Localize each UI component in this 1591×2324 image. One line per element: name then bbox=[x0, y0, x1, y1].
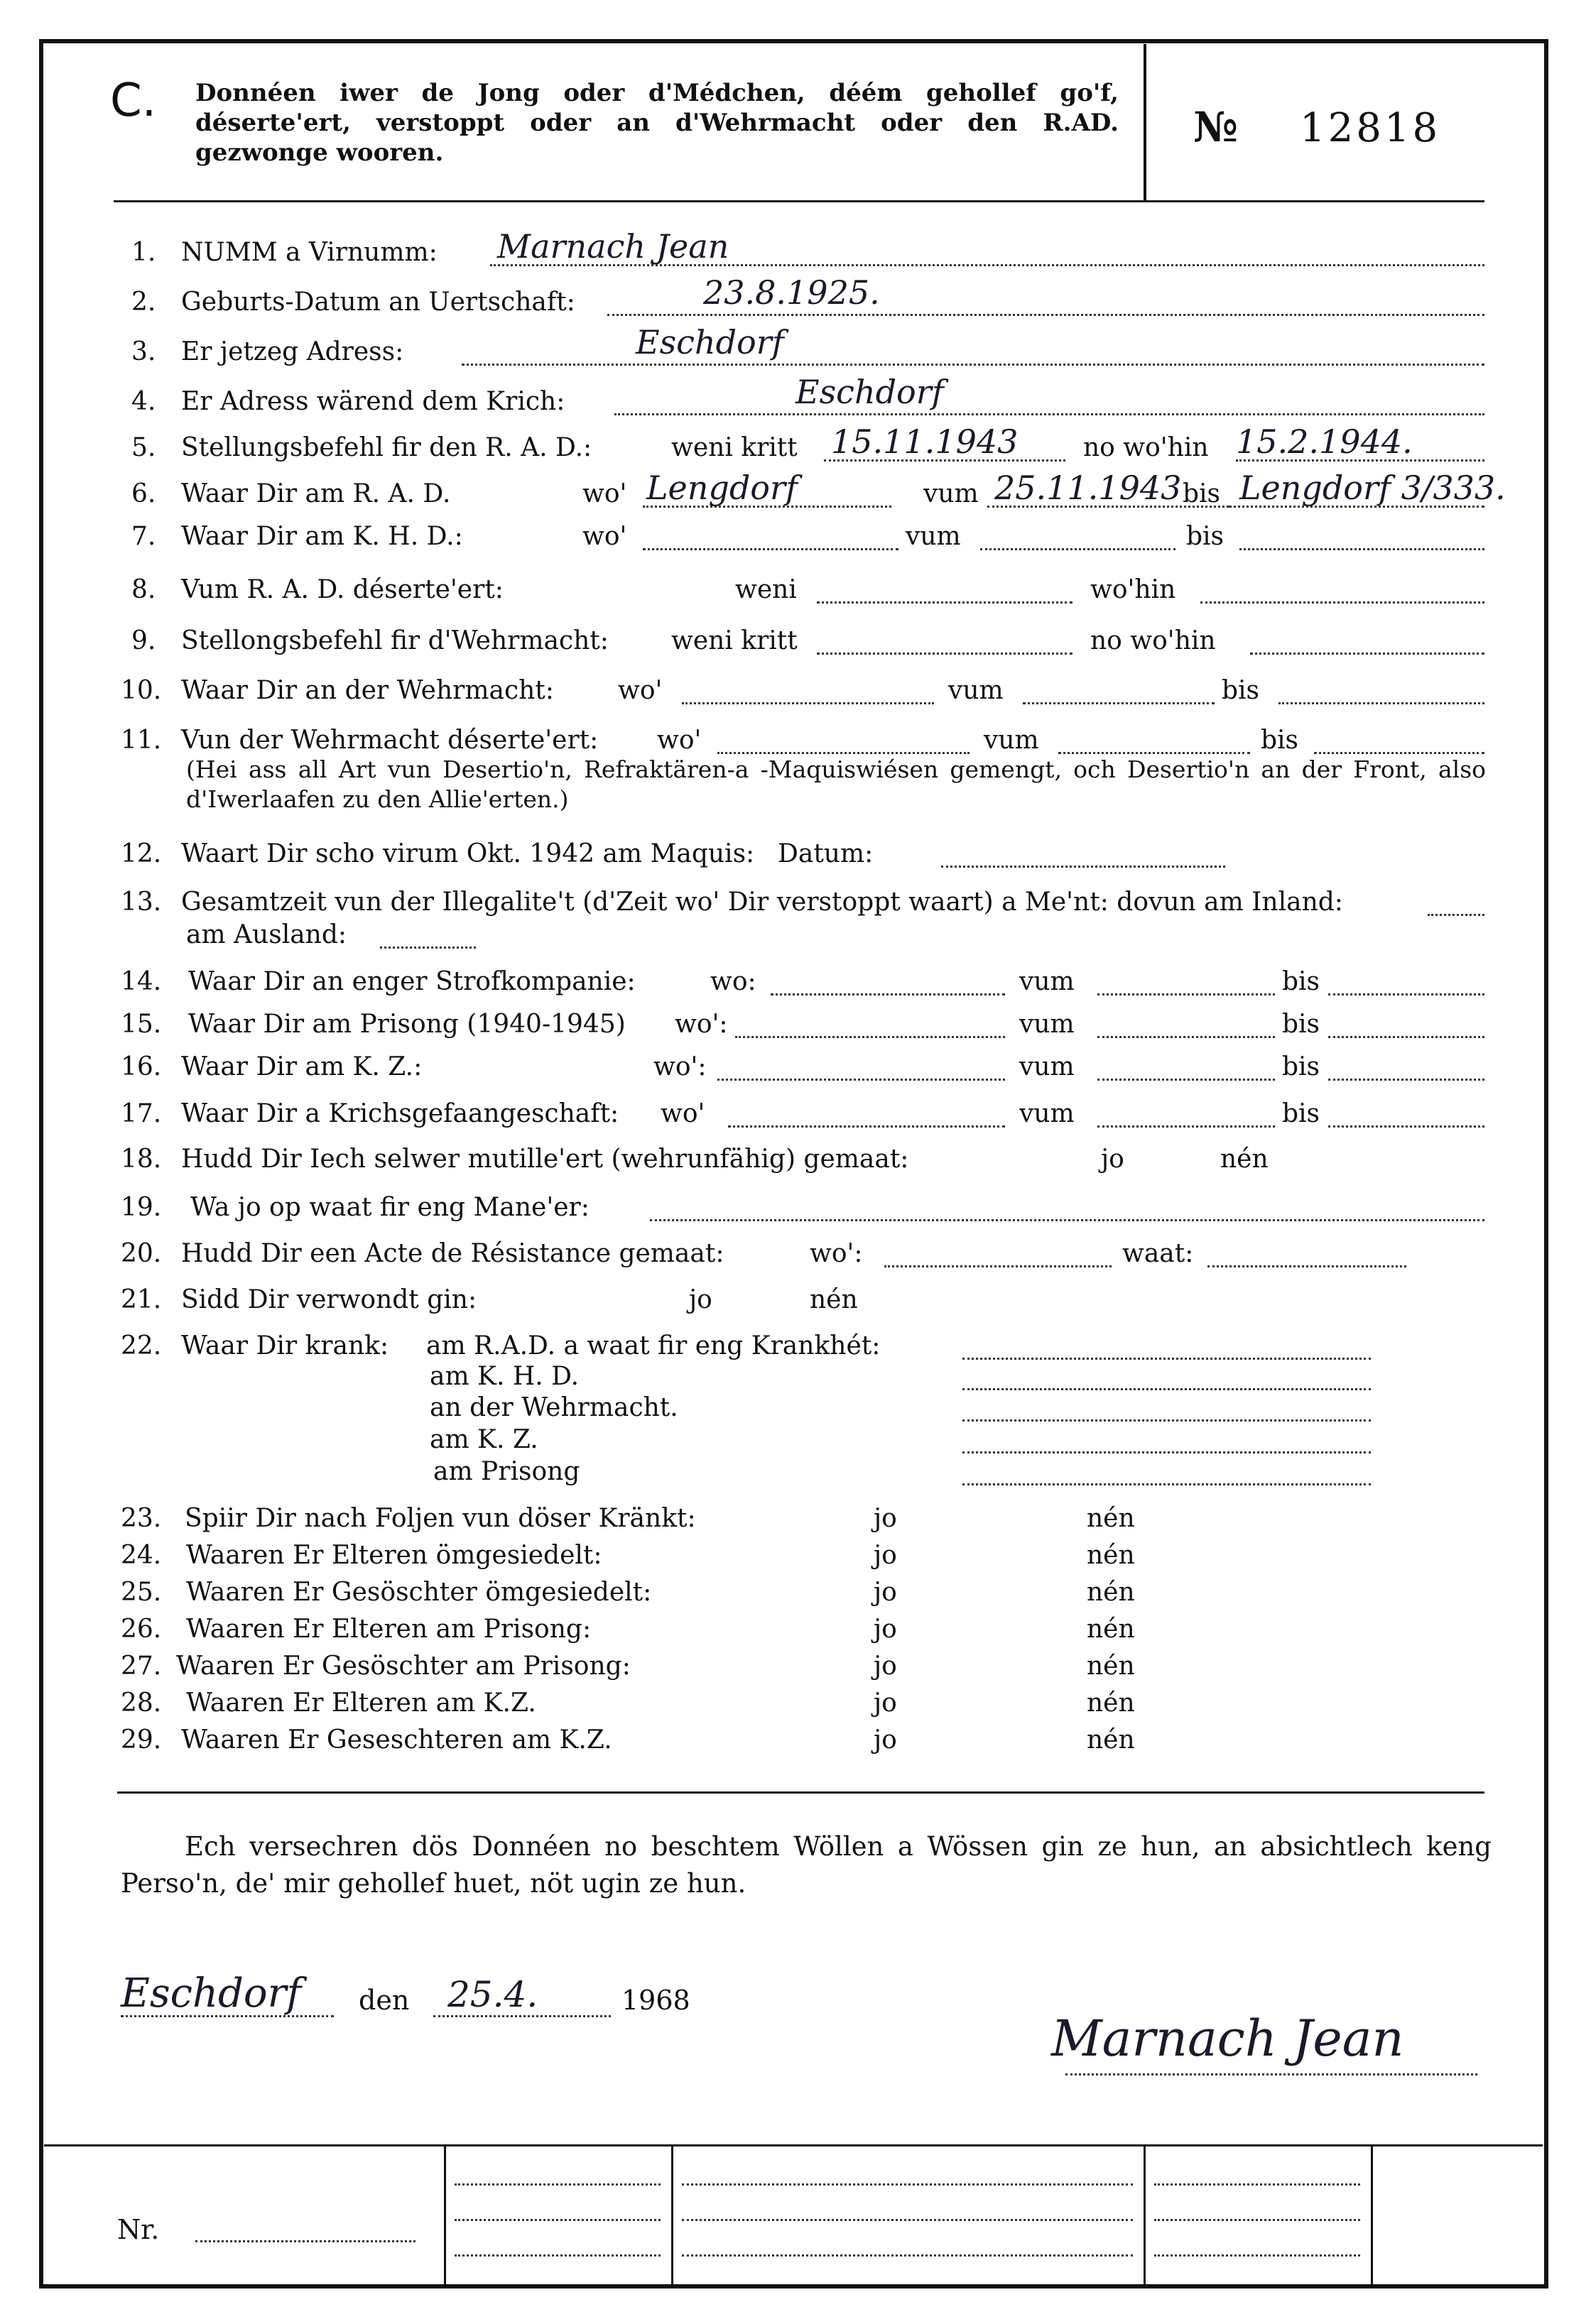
field-label: Waaren Er Elteren am Prisong: bbox=[186, 1615, 592, 1644]
field-number: 29. bbox=[121, 1725, 162, 1755]
field-number: 24. bbox=[121, 1541, 162, 1570]
field-number: 10. bbox=[121, 676, 162, 705]
field-label: vum bbox=[1019, 1052, 1075, 1081]
field-label: Spiir Dir nach Foljen vun döser Kränkt: bbox=[185, 1504, 696, 1533]
footer-field[interactable] bbox=[455, 2254, 661, 2257]
fill-line[interactable] bbox=[735, 1036, 1005, 1038]
field-label: Geburts-Datum an Uertschaft: bbox=[181, 288, 575, 317]
field-label: Waart Dir scho virum Okt. 1942 am Maquis: bbox=[181, 839, 755, 868]
fill-line[interactable] bbox=[728, 1125, 1005, 1128]
field-label: vum bbox=[984, 726, 1039, 755]
option-yes[interactable]: jo bbox=[689, 1285, 712, 1314]
field-label: Waar Dir an enger Strofkompanie: bbox=[188, 967, 636, 996]
field-number: 6. bbox=[131, 479, 156, 508]
field-number: 13. bbox=[121, 888, 162, 917]
fill-line[interactable] bbox=[462, 364, 1484, 366]
field-label: weni kritt bbox=[671, 626, 798, 655]
fill-line[interactable] bbox=[1328, 993, 1484, 995]
field-label: Vun der Wehrmacht déserte'ert: bbox=[181, 726, 599, 755]
fill-line[interactable] bbox=[1314, 752, 1484, 754]
declaration-text: Ech versechren dös Donnéen no beschtem Wöllen a Wössen gin ze hun, an absichtlech keng Perso'n, de' mir gehollef huet, nöt ugin ze hun. bbox=[121, 1831, 1492, 1899]
fill-line[interactable] bbox=[607, 314, 1484, 316]
field-label: wo' bbox=[582, 522, 627, 551]
fill-line[interactable] bbox=[1250, 653, 1484, 655]
option-no[interactable]: nén bbox=[810, 1285, 858, 1314]
field-label: an der Wehrmacht. bbox=[430, 1393, 678, 1422]
place-value[interactable]: Eschdorf bbox=[121, 1970, 302, 2017]
fill-line[interactable] bbox=[962, 1358, 1371, 1360]
field-label: am Prisong bbox=[433, 1457, 580, 1486]
footer-field[interactable] bbox=[455, 2219, 661, 2221]
date-den-label: den bbox=[359, 1985, 410, 2016]
field-label: vum bbox=[948, 676, 1004, 705]
footer-field[interactable] bbox=[1154, 2183, 1360, 2186]
field-label: vum bbox=[906, 522, 961, 551]
fill-line[interactable] bbox=[1097, 1079, 1275, 1081]
option-no[interactable]: nén bbox=[1087, 1578, 1135, 1607]
field-label: no wo'hin bbox=[1090, 626, 1216, 655]
field-label: Waaren Er Gesöschter ömgesiedelt: bbox=[186, 1578, 652, 1607]
field-note: (Hei ass all Art vun Desertio'n, Refraktären-a -Maquiswiésen gemengt, och Desertio'n an der Front, also d'Iwerlaafen zu den Allie'erten.) bbox=[186, 755, 1486, 813]
field-label: wo': bbox=[810, 1239, 863, 1268]
fill-line[interactable] bbox=[1428, 914, 1484, 916]
field-number: 19. bbox=[121, 1193, 162, 1222]
footer-divider bbox=[1371, 2144, 1373, 2286]
field-label: Datum: bbox=[778, 839, 874, 868]
footer-field[interactable] bbox=[682, 2183, 1133, 2186]
rad-where[interactable]: Lengdorf bbox=[646, 469, 798, 507]
option-yes[interactable]: jo bbox=[874, 1689, 897, 1718]
fill-line[interactable] bbox=[962, 1419, 1371, 1422]
option-no[interactable]: nén bbox=[1087, 1652, 1135, 1681]
fill-line[interactable] bbox=[1097, 993, 1275, 995]
document-number: 12818 bbox=[1300, 105, 1441, 151]
field-label: Er jetzeg Adress: bbox=[181, 337, 404, 366]
rad-from[interactable]: 25.11.1943 bbox=[994, 469, 1182, 507]
fill-line[interactable] bbox=[1328, 1036, 1484, 1038]
fill-line[interactable] bbox=[941, 866, 1225, 868]
field-label: Wa jo op waat fir eng Mane'er: bbox=[190, 1193, 590, 1222]
field-label: am R.A.D. a waat fir eng Krankhét: bbox=[426, 1331, 881, 1360]
footer-divider bbox=[444, 2144, 446, 2286]
fill-line[interactable] bbox=[1023, 702, 1215, 704]
field-number: 17. bbox=[121, 1099, 162, 1128]
field-number: 22. bbox=[121, 1331, 162, 1360]
fill-line[interactable] bbox=[771, 993, 1005, 995]
field-number: 2. bbox=[131, 288, 156, 317]
field-number: 20. bbox=[121, 1239, 162, 1268]
field-number: 27. bbox=[121, 1652, 162, 1681]
field-label: no wo'hin bbox=[1083, 433, 1209, 462]
fill-line[interactable] bbox=[817, 653, 1073, 655]
fill-line[interactable] bbox=[1328, 1125, 1484, 1128]
option-yes[interactable]: jo bbox=[874, 1725, 897, 1755]
field-number: 14. bbox=[121, 967, 162, 996]
option-yes[interactable]: jo bbox=[874, 1615, 897, 1644]
fill-line[interactable] bbox=[1278, 702, 1484, 704]
field-number: 8. bbox=[131, 575, 156, 604]
fill-line[interactable] bbox=[962, 1483, 1371, 1485]
signature[interactable]: Marnach Jean bbox=[1051, 2009, 1404, 2068]
option-yes[interactable]: jo bbox=[874, 1652, 897, 1681]
field-label: weni bbox=[735, 575, 797, 604]
field-label: bis bbox=[1282, 967, 1320, 996]
field-label: wo': bbox=[653, 1052, 707, 1081]
fill-line[interactable] bbox=[650, 1219, 1484, 1221]
field-label: Er Adress wärend dem Krich: bbox=[181, 387, 565, 416]
field-label: wo' bbox=[618, 676, 663, 705]
field-label: NUMM a Virnumm: bbox=[181, 238, 438, 267]
field-label: bis bbox=[1186, 522, 1225, 551]
option-yes[interactable]: jo bbox=[874, 1578, 897, 1607]
date-value[interactable]: 25.4. bbox=[447, 1974, 538, 2015]
field-label: weni kritt bbox=[671, 433, 798, 462]
option-no[interactable]: nén bbox=[1087, 1725, 1135, 1755]
fill-line[interactable] bbox=[884, 1265, 1112, 1267]
field-label: bis bbox=[1282, 1010, 1320, 1039]
option-yes[interactable]: jo bbox=[874, 1504, 897, 1533]
section-rule bbox=[117, 1791, 1484, 1794]
field-number: 4. bbox=[131, 387, 156, 416]
fill-line[interactable] bbox=[980, 548, 1175, 550]
fill-line[interactable] bbox=[380, 946, 476, 949]
fill-line[interactable] bbox=[1200, 601, 1484, 604]
field-number: 5. bbox=[131, 433, 156, 462]
footer-divider bbox=[671, 2144, 673, 2286]
field-number: 12. bbox=[121, 839, 162, 868]
field-number: 26. bbox=[121, 1615, 162, 1644]
header-divider bbox=[1144, 44, 1146, 200]
footer-field[interactable] bbox=[682, 2254, 1133, 2257]
field-label: Waar Dir am K. Z.: bbox=[181, 1052, 423, 1081]
field-label: am K. Z. bbox=[430, 1425, 538, 1454]
fill-line[interactable] bbox=[682, 702, 934, 704]
rad-order-date[interactable]: 15.11.1943 bbox=[831, 422, 1019, 461]
field-label: Hudd Dir een Acte de Résistance gemaat: bbox=[181, 1239, 724, 1268]
field-label: Waar Dir am Prisong (1940-1945) bbox=[188, 1010, 626, 1039]
rad-until[interactable]: Lengdorf 3/333. bbox=[1239, 469, 1506, 507]
field-number: 21. bbox=[121, 1285, 162, 1314]
field-label: Vum R. A. D. déserte'ert: bbox=[181, 575, 504, 604]
field-label: Waaren Er Geseschteren am K.Z. bbox=[181, 1725, 612, 1755]
fill-line[interactable] bbox=[717, 752, 970, 754]
field-label: vum bbox=[1019, 1099, 1075, 1128]
field-number: 16. bbox=[121, 1052, 162, 1081]
field-label: Waar Dir a Krichsgefaangeschaft: bbox=[181, 1099, 619, 1128]
fill-line[interactable] bbox=[962, 1388, 1371, 1390]
field-number: 3. bbox=[131, 337, 156, 366]
field-label: wo: bbox=[710, 967, 756, 996]
field-label: Waar Dir am R. A. D. bbox=[181, 479, 451, 508]
option-no[interactable]: nén bbox=[1220, 1145, 1269, 1174]
field-label: Hudd Dir Iech selwer mutille'ert (wehrunfähig) gemaat: bbox=[181, 1145, 909, 1174]
field-label: bis bbox=[1261, 726, 1299, 755]
field-label: Stellongsbefehl fir d'Wehrmacht: bbox=[181, 626, 609, 655]
option-no[interactable]: nén bbox=[1087, 1689, 1135, 1718]
field-number: 28. bbox=[121, 1689, 162, 1718]
fill-line[interactable] bbox=[962, 1451, 1371, 1453]
field-label: bis bbox=[1282, 1099, 1320, 1128]
field-label: Stellungsbefehl fir den R. A. D.: bbox=[181, 433, 592, 462]
field-label: vum bbox=[923, 479, 979, 508]
section-heading: Donnéen iwer de Jong oder d'Médchen, déém gehollef go'f, déserte'ert, verstoppt oder an d'Wehrmacht oder den R.AD. gezwonge wooren. bbox=[195, 79, 1119, 167]
field-label: Waaren Er Gesöschter am Prisong: bbox=[176, 1652, 631, 1681]
field-number: 23. bbox=[121, 1504, 162, 1533]
field-label: Sidd Dir verwondt gin: bbox=[181, 1285, 477, 1314]
field-label: bis bbox=[1183, 479, 1221, 508]
field-number: 15. bbox=[121, 1010, 162, 1039]
fill-line[interactable] bbox=[433, 2015, 611, 2017]
fill-line[interactable] bbox=[1097, 1125, 1275, 1128]
field-label: Waaren Er Elteren am K.Z. bbox=[186, 1689, 536, 1718]
field-number: 11. bbox=[121, 726, 162, 755]
signature-line[interactable] bbox=[1065, 2073, 1477, 2075]
field-label: vum bbox=[1019, 1010, 1075, 1039]
date-year: 1968 bbox=[621, 1985, 690, 2016]
fill-line[interactable] bbox=[614, 413, 1484, 415]
fill-line[interactable] bbox=[643, 548, 898, 550]
fill-line[interactable] bbox=[1097, 1036, 1275, 1038]
nr-field[interactable] bbox=[195, 2240, 416, 2242]
field-label: Gesamtzeit vun der Illegalite't (d'Zeit wo' Dir verstoppt waart) a Me'nt: dovun am Inland: bbox=[181, 888, 1343, 917]
fill-line[interactable] bbox=[1058, 752, 1250, 754]
option-no[interactable]: nén bbox=[1087, 1504, 1135, 1533]
field-label: vum bbox=[1019, 967, 1075, 996]
field-label: wo' bbox=[661, 1099, 705, 1128]
address-value[interactable]: Eschdorf bbox=[636, 323, 784, 361]
field-label: wo'hin bbox=[1090, 575, 1176, 604]
fill-line[interactable] bbox=[1239, 548, 1484, 550]
field-number: 7. bbox=[131, 522, 156, 551]
field-label: bis bbox=[1282, 1052, 1320, 1081]
name-value[interactable]: Marnach Jean bbox=[497, 227, 729, 266]
fill-line[interactable] bbox=[1328, 1079, 1484, 1081]
fill-line[interactable] bbox=[817, 601, 1073, 604]
field-number: 1. bbox=[131, 238, 156, 267]
option-yes[interactable]: jo bbox=[874, 1541, 897, 1570]
field-label: am K. H. D. bbox=[430, 1362, 580, 1391]
footer-rule bbox=[44, 2144, 1543, 2146]
footer-field[interactable] bbox=[1154, 2254, 1360, 2257]
war-address-value[interactable]: Eschdorf bbox=[796, 373, 944, 411]
field-number: 18. bbox=[121, 1145, 162, 1174]
field-label: Waar Dir krank: bbox=[181, 1331, 389, 1360]
field-label: bis bbox=[1222, 676, 1260, 705]
field-label: waat: bbox=[1122, 1239, 1194, 1268]
birth-date-value[interactable]: 23.8.1925. bbox=[703, 273, 880, 312]
header-rule bbox=[114, 200, 1484, 202]
footer-divider bbox=[1144, 2144, 1146, 2286]
rad-destination[interactable]: 15.2.1944. bbox=[1236, 422, 1413, 461]
field-number: 25. bbox=[121, 1578, 162, 1607]
field-label: wo': bbox=[675, 1010, 728, 1039]
field-label: am Ausland: bbox=[186, 920, 347, 949]
fill-line[interactable] bbox=[1207, 1265, 1406, 1267]
footer-field[interactable] bbox=[455, 2183, 661, 2186]
field-label: wo' bbox=[657, 726, 702, 755]
section-letter: C. bbox=[110, 75, 157, 127]
nr-label: Nr. bbox=[117, 2214, 160, 2245]
field-label: Waar Dir an der Wehrmacht: bbox=[181, 676, 554, 705]
field-label: wo' bbox=[582, 479, 627, 508]
field-label: Waar Dir am K. H. D.: bbox=[181, 522, 463, 551]
footer-field[interactable] bbox=[682, 2219, 1133, 2221]
option-no[interactable]: nén bbox=[1087, 1541, 1135, 1570]
number-sign: № bbox=[1193, 103, 1239, 151]
footer-field[interactable] bbox=[1154, 2219, 1360, 2221]
field-number: 9. bbox=[131, 626, 156, 655]
fill-line[interactable] bbox=[121, 2015, 334, 2017]
option-yes[interactable]: jo bbox=[1101, 1145, 1124, 1174]
field-label: Waaren Er Elteren ömgesiedelt: bbox=[186, 1541, 602, 1570]
option-no[interactable]: nén bbox=[1087, 1615, 1135, 1644]
fill-line[interactable] bbox=[717, 1079, 1005, 1081]
